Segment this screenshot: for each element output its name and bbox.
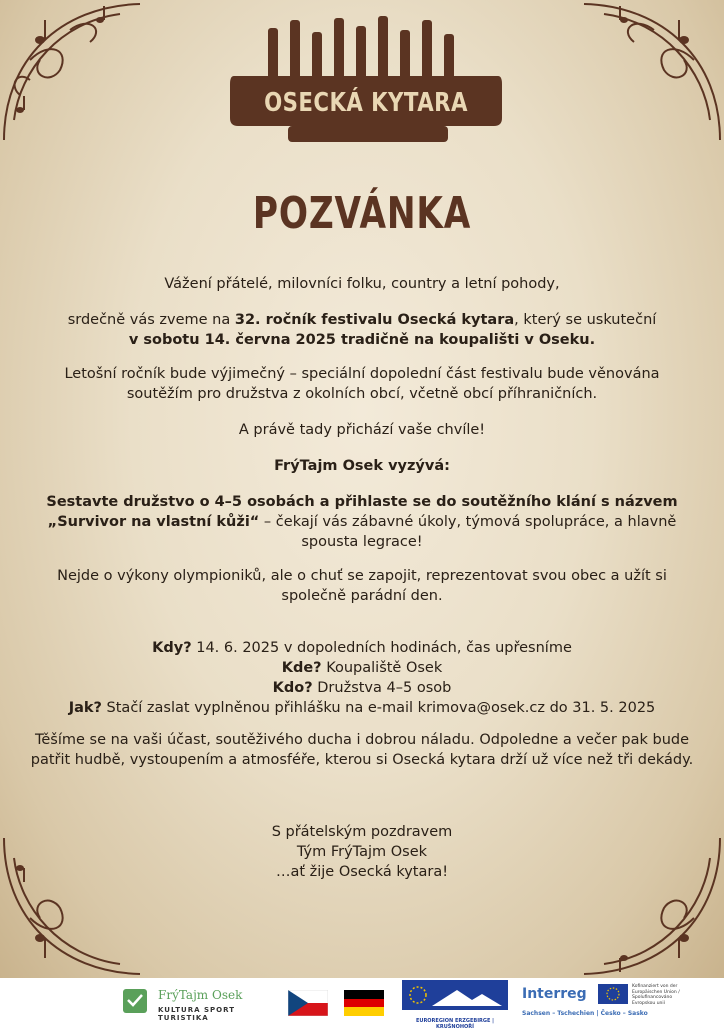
frytajm-name: FrýTajm Osek <box>158 988 243 1002</box>
interreg-region: Sachsen – Tschechien | Česko – Sasko <box>522 1010 648 1017</box>
euroregion-logo <box>402 980 508 1030</box>
detail-value: 14. 6. 2025 v dopoledních hodinách, čas upřesníme <box>191 640 572 656</box>
challenge-rest: – čekají vás zábavné úkoly, týmová spolupráce, a hlavně spousta legrace! <box>259 514 677 550</box>
details-block <box>30 638 694 718</box>
invite-date: v sobotu 14. června 2025 tradičně na koupališti v Oseku. <box>128 332 596 348</box>
frytajm-subtitle: KULTURA SPORT TURISTIKA <box>158 1006 235 1022</box>
closing-paragraph: Těšíme se na vaši účast, soutěživého ducha i dobrou náladu. Odpoledne a večer pak bude patřit hudbě, vystoupením a atmosféře, kterou si Osecká kytara drží už více než tři dekády. <box>30 732 694 768</box>
greeting: Vážení přátelé, milovníci folku, country a letní pohody, <box>164 276 560 292</box>
guitar-headstocks-icon <box>228 14 504 154</box>
invite-pre: srdečně vás zveme na <box>67 312 235 328</box>
interreg-name: Interreg <box>522 986 587 1002</box>
detail-label: Kde? <box>281 660 322 676</box>
footer-logos <box>0 978 724 1030</box>
czech-flag-icon <box>288 990 328 1016</box>
detail-value: Družstva 4–5 osob <box>312 680 452 696</box>
logo-text: OSECKÁ KYTARA <box>264 88 468 118</box>
detail-how <box>30 698 694 718</box>
detail-value: Koupaliště Osek <box>321 660 443 676</box>
euroregion-name: EUROREGION ERZGEBIRGE | KRUŠNOHOŘÍ <box>415 1018 494 1030</box>
signature-block <box>30 822 694 882</box>
detail-value: Stačí zaslat vyplněnou přihlášku na e-mail krimova@osek.cz do 31. 5. 2025 <box>101 700 656 716</box>
signature-line: …ať žije Osecká kytara! <box>275 864 449 880</box>
detail-label: Kdo? <box>272 680 313 696</box>
moment-line: A právě tady přichází vaše chvíle! <box>238 422 486 438</box>
detail-label: Kdy? <box>152 640 192 656</box>
detail-when <box>30 638 694 658</box>
detail-label: Jak? <box>68 700 102 716</box>
interreg-cofinanced: Kofinanziert von der Europäischen Union / Spolufinancováno Evropskou unií <box>632 984 680 1006</box>
interreg-logo <box>516 980 686 1022</box>
invite-festival: 32. ročník festivalu Osecká kytara <box>234 312 515 328</box>
ornament-corner-top-right <box>574 0 724 150</box>
spirit-paragraph: Nejde o výkony olympioniků, ale o chuť se zapojit, reprezentovat svou obec a užít si společně parádní den. <box>57 568 667 604</box>
ornament-corner-top-left <box>0 0 150 150</box>
signature-line: S přátelským pozdravem <box>271 824 453 840</box>
invite-paragraph <box>30 310 694 350</box>
detail-where <box>30 658 694 678</box>
euroregion-mountains-icon <box>402 980 508 1010</box>
leaf-icon <box>122 988 148 1014</box>
german-flag-icon <box>344 990 384 1016</box>
page-title: POZVÁNKA <box>252 188 472 239</box>
eu-flag-icon <box>598 984 628 1004</box>
osecka-kytara-logo <box>228 14 504 154</box>
challenge-name: „Survivor na vlastní kůži“ <box>47 514 260 530</box>
frytajm-logo <box>122 986 282 1022</box>
invite-mid: , který se uskuteční <box>514 312 657 328</box>
challenge-bold: Sestavte družstvo o 4–5 osobách a přihlaste se do soutěžního klání s názvem <box>46 494 678 510</box>
special-paragraph: Letošní ročník bude výjimečný – speciální dopolední část festivalu bude věnována soutěžím pro družstva z okolních obcí, včetně obcí příhraničních. <box>64 366 660 402</box>
signature-line: Tým FrýTajm Osek <box>296 844 428 860</box>
challenge-paragraph <box>30 492 694 552</box>
challenge-title: FrýTajm Osek vyzývá: <box>274 458 450 474</box>
detail-who <box>30 678 694 698</box>
